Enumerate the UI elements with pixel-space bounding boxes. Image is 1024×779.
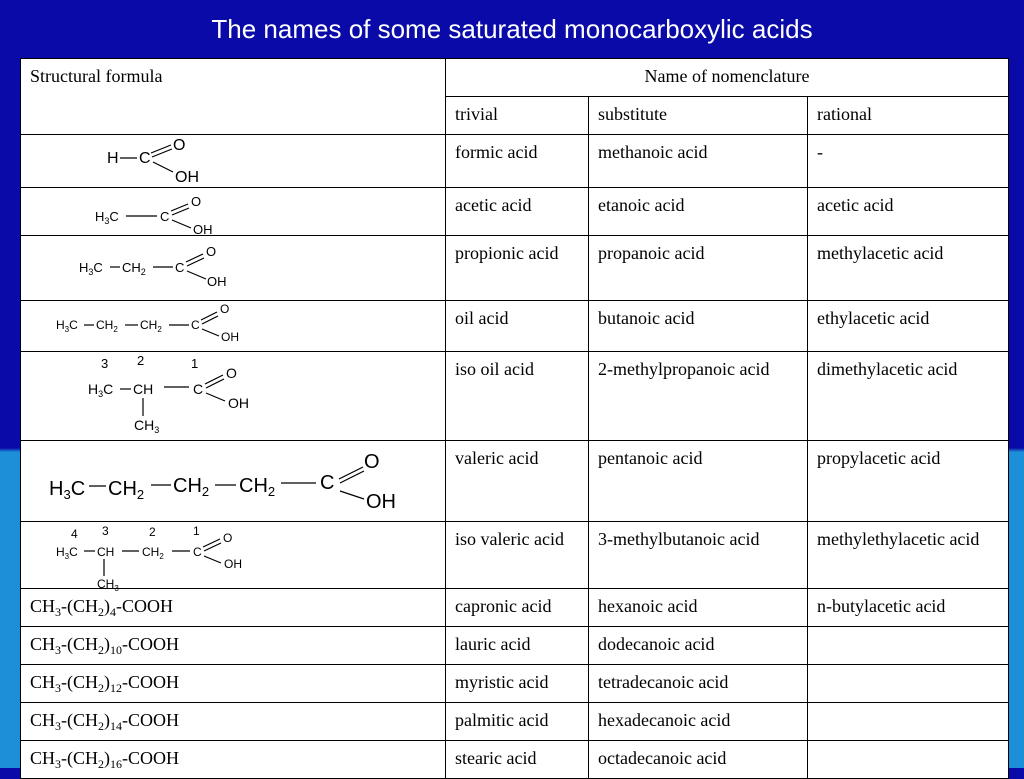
svg-text:CH2: $CH_2$ [142, 545, 164, 561]
svg-text:CH3: $CH_3$ [97, 577, 119, 593]
substitute-name: hexanoic acid [589, 589, 808, 627]
svg-text:CH2: $CH_2$ [239, 475, 276, 499]
condensed-formula: $CH_3-(CH_2)_{16}$-COOH [21, 741, 446, 779]
svg-text:H3C: $H_3C$ [56, 545, 78, 561]
svg-text:CH2: $CH_2$ [108, 478, 145, 502]
svg-text:O: O [364, 451, 380, 473]
svg-text:OH: OH [175, 169, 199, 186]
svg-text:CH3: $CH_3$ [134, 417, 160, 435]
svg-text:CH2: $CH_2$ [96, 318, 118, 334]
rational-name [808, 741, 1009, 779]
trivial-name: oil acid [446, 301, 589, 352]
svg-text:O: O [220, 302, 230, 316]
substitute-name: hexadecanoic acid [589, 703, 808, 741]
trivial-name: propionic acid [446, 236, 589, 301]
svg-text:OH: OH [207, 274, 227, 289]
table-row [21, 441, 1009, 522]
condensed-formula: $CH_3-(CH_2)_{12}$-COOH [21, 665, 446, 703]
svg-text:H3C: $H_3C$ [95, 209, 119, 226]
trivial-name: iso valeric acid [446, 522, 589, 589]
header-rational: rational [808, 97, 1009, 135]
table-row [21, 236, 1009, 301]
svg-text:3: 3 [102, 524, 109, 538]
svg-text:O: O [206, 244, 217, 259]
svg-text:O: O [173, 137, 186, 154]
svg-text:OH: OH [366, 491, 396, 513]
svg-text:H3C: $H_3C$ [88, 381, 114, 399]
svg-text:C: C [191, 318, 200, 332]
structural-formula-formic [21, 135, 446, 188]
table-row [21, 188, 1009, 236]
svg-text:O: O [223, 531, 233, 545]
trivial-name: acetic acid [446, 188, 589, 236]
header-trivial: trivial [446, 97, 589, 135]
slide-title: The names of some saturated monocarboxylic acids [211, 14, 813, 44]
table-row [21, 522, 1009, 589]
structural-formula-isobutyric [21, 352, 446, 441]
svg-text:2: 2 [149, 525, 156, 539]
svg-text:C: C [320, 472, 335, 494]
rational-name: dimethylacetic acid [808, 352, 1009, 441]
svg-text:OH: OH [224, 557, 242, 571]
trivial-name: myristic acid [446, 665, 589, 703]
svg-text:C: C [175, 260, 185, 275]
svg-text:OH: OH [228, 395, 249, 411]
condensed-formula: $CH_3-(CH_2)_{10}$-COOH [21, 627, 446, 665]
substitute-name: octadecanoic acid [589, 741, 808, 779]
trivial-name: stearic acid [446, 741, 589, 779]
trivial-name: palmitic acid [446, 703, 589, 741]
svg-text:CH: CH [133, 381, 154, 397]
acids-table [20, 58, 1009, 779]
structural-formula-propionic [21, 236, 446, 301]
substitute-name: 3-methylbutanoic acid [589, 522, 808, 589]
substitute-name: pentanoic acid [589, 441, 808, 522]
header-substitute: substitute [589, 97, 808, 135]
svg-text:CH2: $CH_2$ [173, 475, 210, 499]
svg-text:C: C [193, 545, 202, 559]
rational-name: acetic acid [808, 188, 1009, 236]
condensed-formula: $CH_3-(CH_2)_{14}$-COOH [21, 703, 446, 741]
structural-formula-isovaleric [21, 522, 446, 593]
substitute-name: tetradecanoic acid [589, 665, 808, 703]
table-row [21, 135, 1009, 188]
substitute-name: 2-methylpropanoic acid [589, 352, 808, 441]
rational-name: ethylacetic acid [808, 301, 1009, 352]
condensed-formula: $CH_3-(CH_2)_4$-COOH [21, 589, 446, 627]
substitute-name: propanoic acid [589, 236, 808, 301]
structural-formula-butyric [21, 301, 446, 352]
trivial-name: capronic acid [446, 589, 589, 627]
table-row [21, 741, 1009, 779]
substitute-name: butanoic acid [589, 301, 808, 352]
table-row [21, 589, 1009, 627]
substitute-name: etanoic acid [589, 188, 808, 236]
table-row [21, 703, 1009, 741]
svg-text:C: C [160, 209, 170, 224]
svg-text:H3C: $H_3C$ [56, 318, 78, 334]
svg-text:2: 2 [137, 353, 145, 368]
svg-text:C: C [139, 150, 151, 167]
svg-text:O: O [226, 365, 237, 381]
svg-text:CH: CH [97, 545, 115, 559]
rational-name: methylethylacetic acid [808, 522, 1009, 589]
svg-text:H3C: $H_3C$ [49, 478, 86, 502]
svg-text:3: 3 [101, 356, 109, 371]
rational-name: - [808, 135, 1009, 188]
svg-text:OH: OH [221, 330, 239, 344]
svg-text:H: H [107, 150, 119, 167]
header-row [21, 59, 1009, 97]
svg-text:1: 1 [191, 356, 199, 371]
structural-formula-acetic [21, 188, 446, 236]
trivial-name: formic acid [446, 135, 589, 188]
rational-name: propylacetic acid [808, 441, 1009, 522]
substitute-name: dodecanoic acid [589, 627, 808, 665]
rational-name [808, 703, 1009, 741]
table-row [21, 301, 1009, 352]
svg-text:H3C: $H_3C$ [79, 260, 103, 277]
svg-text:O: O [191, 194, 202, 209]
rational-name: n-butylacetic acid [808, 589, 1009, 627]
trivial-name: valeric acid [446, 441, 589, 522]
svg-text:1: 1 [193, 524, 200, 538]
rational-name [808, 627, 1009, 665]
svg-text:OH: OH [193, 222, 213, 237]
rational-name [808, 665, 1009, 703]
table-row [21, 627, 1009, 665]
svg-text:CH2: $CH_2$ [140, 318, 162, 334]
svg-text:4: 4 [71, 527, 78, 541]
trivial-name: iso oil acid [446, 352, 589, 441]
trivial-name: lauric acid [446, 627, 589, 665]
header-structural-formula: Structural formula [21, 59, 446, 135]
structural-formula-valeric [21, 441, 446, 522]
table-row [21, 352, 1009, 441]
svg-text:CH2: $CH_2$ [122, 260, 146, 277]
table-row [21, 665, 1009, 703]
svg-text:C: C [193, 381, 204, 397]
header-name-of-nomenclature: Name of nomenclature [446, 59, 1009, 97]
rational-name: methylacetic acid [808, 236, 1009, 301]
substitute-name: methanoic acid [589, 135, 808, 188]
